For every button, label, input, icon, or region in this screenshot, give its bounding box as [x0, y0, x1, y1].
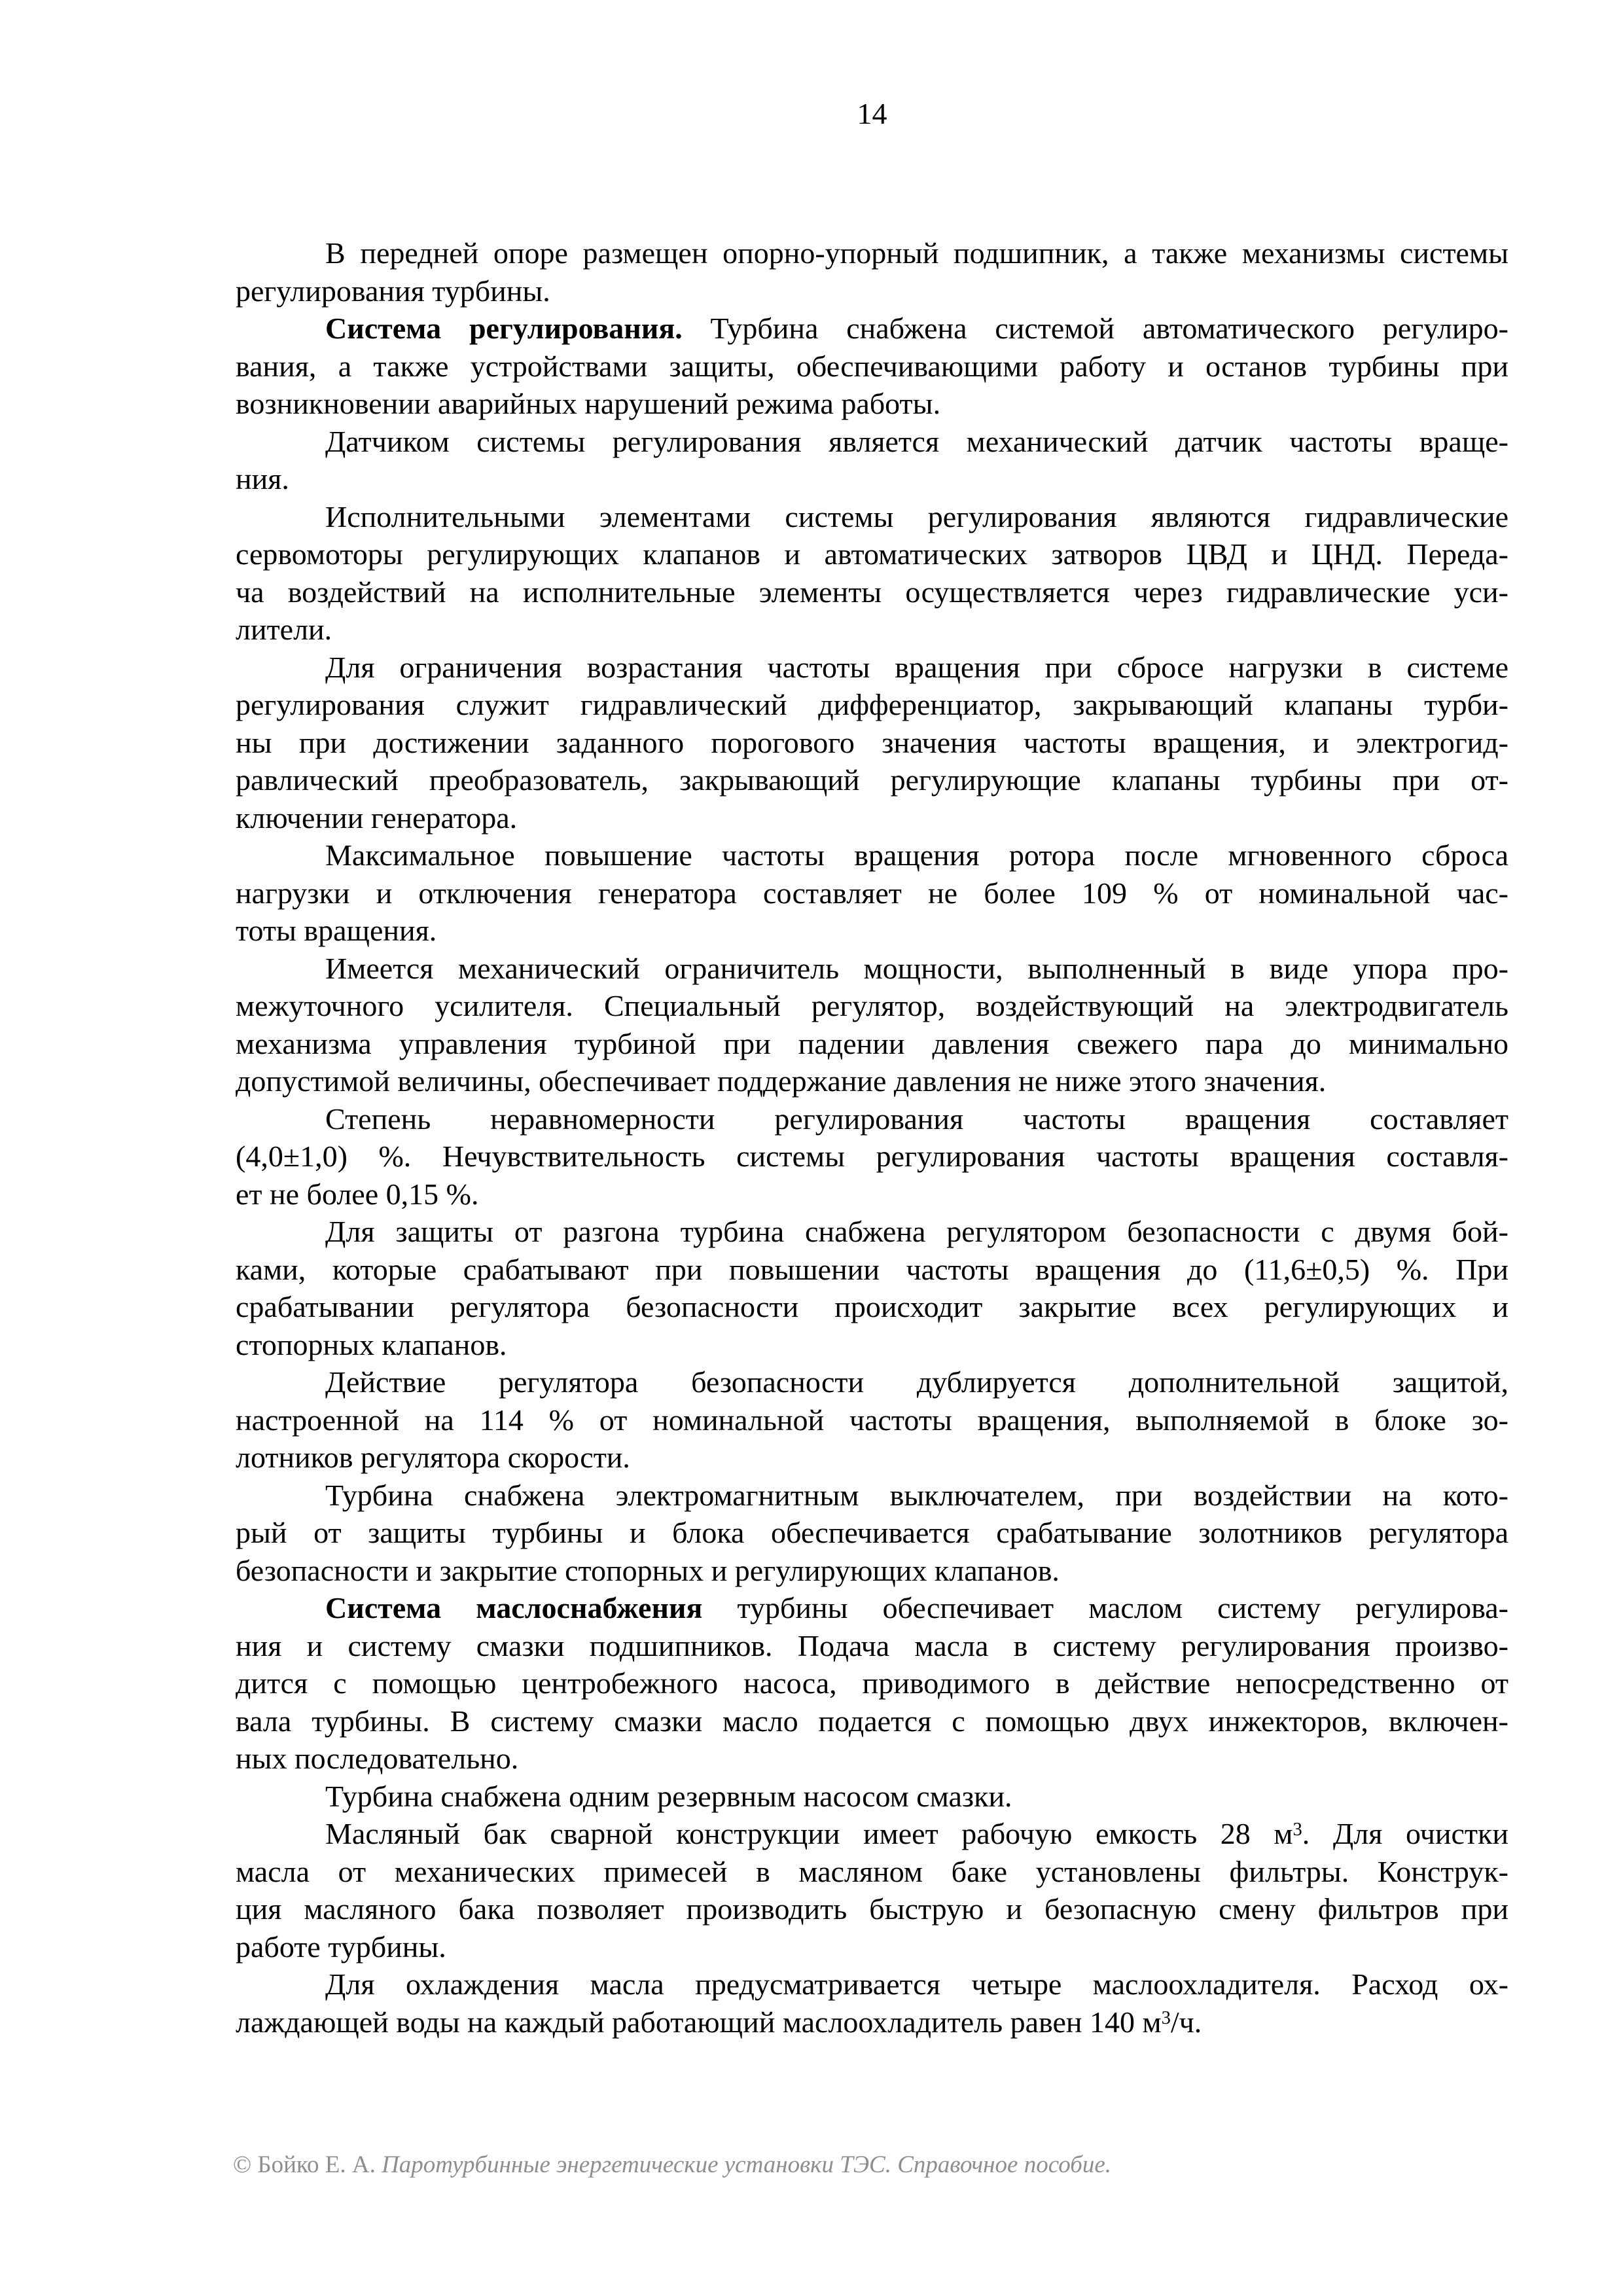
text-run: Для защиты от разгона турбина снабжена регулятором безопасности с двумя бой-: [325, 1215, 1508, 1248]
text-line: [236, 799, 1508, 837]
paragraph: [236, 649, 1508, 837]
text-line: [236, 573, 1508, 611]
text-run: регулирования служит гидравлический дифференциатор, закрывающий клапаны турби-: [236, 688, 1508, 721]
text-line: [236, 761, 1508, 799]
text-line: [236, 1288, 1508, 1326]
text-line: [236, 950, 1508, 988]
text-line: [236, 1890, 1508, 1928]
text-line: [236, 1928, 1508, 1966]
body-text: [236, 234, 1508, 2041]
text-run: настроенной на 114 % от номинальной частоты вращения, выполняемой в блоке зо-: [236, 1403, 1508, 1437]
text-run: ча воздействий на исполнительные элементы осуществляется через гидравлические уси-: [236, 575, 1508, 609]
text-line: [236, 423, 1508, 461]
paragraph: [236, 1477, 1508, 1590]
text-line: [236, 1175, 1508, 1213]
paragraph: [236, 1589, 1508, 1778]
text-run: допустимой величины, обеспечивает поддержание давления не ниже этого значения.: [236, 1064, 1327, 1098]
text-run: Для ограничения возрастания частоты вращения при сбросе нагрузки в системе: [325, 650, 1508, 684]
paragraph: [236, 1363, 1508, 1477]
footer-book-title: Паротурбинные энергетические установки ТЭС. Справочное пособие.: [382, 2151, 1111, 2178]
text-run: ет не более 0,15 %.: [236, 1177, 479, 1211]
text-run: Максимальное повышение частоты вращения ротора после мгновенного сброса: [325, 838, 1508, 872]
paragraph: [236, 498, 1508, 649]
text-line: [236, 1740, 1508, 1778]
text-run: работе турбины.: [236, 1929, 446, 1964]
text-run: нагрузки и отключения генератора составляет не более 109 % от номинальной час-: [236, 876, 1508, 910]
text-line: [236, 2003, 1508, 2041]
text-run: межуточного усилителя. Специальный регулятор, воздействующий на электродвигатель: [236, 989, 1508, 1022]
text-line: [236, 1853, 1508, 1891]
text-line: [236, 912, 1508, 950]
text-run: . Для очистки: [1302, 1817, 1508, 1850]
text-run: Имеется механический ограничитель мощности, выполненный в виде упора про-: [325, 951, 1508, 985]
paragraph: [236, 950, 1508, 1100]
text-run: возникновении аварийных нарушений режима работы.: [236, 387, 941, 420]
text-line: [236, 1815, 1508, 1853]
text-run: Степень неравномерности регулирования частоты вращения составляет: [325, 1102, 1508, 1136]
text-line: [236, 385, 1508, 423]
text-line: [236, 1965, 1508, 2003]
text-run: тоты вращения.: [236, 914, 437, 947]
paragraph: [236, 423, 1508, 498]
text-run: Турбина снабжена одним резервным насосом смазки.: [325, 1779, 1012, 1813]
text-run: Для охлаждения масла предусматривается четыре маслоохладителя. Расход ох-: [325, 1967, 1508, 2001]
bold-text-run: Система маслоснабжения: [325, 1591, 703, 1624]
text-run: ных последовательно.: [236, 1742, 519, 1775]
paragraph: [236, 1213, 1508, 1363]
text-run: /ч.: [1170, 2005, 1202, 2039]
footer: [233, 2151, 1506, 2179]
text-run: В передней опоре размещен опорно-упорный подшипник, а также механизмы системы: [325, 236, 1508, 270]
paragraph: [236, 1965, 1508, 2041]
text-line: [236, 1477, 1508, 1515]
text-run: масла от механических примесей в масляном баке установлены фильтры. Конструк-: [236, 1854, 1508, 1888]
text-run: равлический преобразователь, закрывающий регулирующие клапаны турбины при от-: [236, 763, 1508, 797]
text-run: дится с помощью центробежного насоса, приводимого в действие непосредственно от: [236, 1666, 1508, 1700]
text-run: рый от защиты турбины и блока обеспечивается срабатывание золотников регулятора: [236, 1516, 1508, 1549]
text-line: [236, 724, 1508, 762]
text-run: ключении генератора.: [236, 800, 518, 834]
text-run: лаждающей воды на каждый работающий маслоохладитель равен 140 м: [236, 2005, 1162, 2039]
text-line: [236, 1025, 1508, 1063]
text-run: Турбина снабжена системой автоматического регулиро-: [682, 312, 1508, 345]
text-line: [236, 1326, 1508, 1364]
text-line: [236, 1138, 1508, 1175]
text-line: [236, 1062, 1508, 1100]
text-run: турбины обеспечивает маслом систему регулирова-: [702, 1591, 1508, 1624]
text-run: (4,0±1,0) %. Нечувствительность системы регулирования частоты вращения составля-: [236, 1139, 1508, 1173]
text-line: [236, 1439, 1508, 1477]
text-line: [236, 348, 1508, 386]
text-run: безопасности и закрытие стопорных и регулирующих клапанов.: [236, 1553, 1060, 1587]
superscript: 3: [1161, 2007, 1171, 2028]
paragraph: [236, 1100, 1508, 1213]
text-line: [236, 1702, 1508, 1740]
text-line: [236, 686, 1508, 724]
bold-text-run: Система регулирования.: [325, 312, 683, 345]
text-run: стопорных клапанов.: [236, 1327, 507, 1361]
text-line: [236, 987, 1508, 1025]
text-run: сервомоторы регулирующих клапанов и автоматических затворов ЦВД и ЦНД. Переда-: [236, 537, 1508, 571]
text-run: Масляный бак сварной конструкции имеет рабочую емкость 28 м: [325, 1817, 1293, 1850]
text-run: срабатывании регулятора безопасности происходит закрытие всех регулирующих и: [236, 1290, 1508, 1323]
text-line: [236, 836, 1508, 874]
text-run: Исполнительными элементами системы регулирования являются гидравлические: [325, 499, 1508, 533]
text-line: [236, 272, 1508, 310]
text-line: [236, 460, 1508, 498]
text-line: [236, 611, 1508, 649]
text-line: [236, 1251, 1508, 1289]
text-line: [236, 1589, 1508, 1627]
text-run: Турбина снабжена электромагнитным выключателем, при воздействии на кото-: [325, 1478, 1508, 1512]
superscript: 3: [1293, 1820, 1302, 1840]
text-run: ния и систему смазки подшипников. Подача масла в систему регулирования произво-: [236, 1628, 1508, 1662]
text-run: лотников регулятора скорости.: [236, 1441, 630, 1474]
text-run: Действие регулятора безопасности дублируется дополнительной защитой,: [325, 1365, 1508, 1399]
text-run: ками, которые срабатывают при повышении частоты вращения до (11,6±0,5) %. При: [236, 1252, 1508, 1286]
text-line: [236, 1213, 1508, 1251]
paragraph: [236, 1778, 1508, 1816]
text-run: лители.: [236, 613, 332, 646]
text-run: ны при достижении заданного порогового значения частоты вращения, и электрогид-: [236, 725, 1508, 759]
text-line: [236, 649, 1508, 687]
text-run: механизма управления турбиной при падении давления свежего пара до минимально: [236, 1026, 1508, 1060]
text-line: [236, 1363, 1508, 1401]
text-line: [236, 310, 1508, 348]
paragraph: [236, 234, 1508, 310]
text-line: [236, 535, 1508, 573]
page-number: 14: [857, 97, 887, 130]
text-run: ция масляного бака позволяет производить быструю и безопасную смену фильтров при: [236, 1892, 1508, 1926]
paragraph: [236, 310, 1508, 423]
text-line: [236, 1401, 1508, 1439]
text-run: регулирования турбины.: [236, 274, 550, 308]
text-line: [236, 1100, 1508, 1138]
text-line: [236, 498, 1508, 536]
paragraph: [236, 836, 1508, 950]
text-line: [236, 1778, 1508, 1816]
text-line: [236, 874, 1508, 912]
text-line: [236, 1514, 1508, 1552]
text-line: [236, 1664, 1508, 1702]
text-run: вала турбины. В систему смазки масло подается с помощью двух инжекторов, включен-: [236, 1704, 1508, 1738]
text-run: вания, а также устройствами защиты, обеспечивающими работу и останов турбины при: [236, 349, 1508, 383]
footer-copyright: © Бойко Е. А.: [233, 2151, 382, 2178]
text-line: [236, 1627, 1508, 1665]
text-run: ния.: [236, 462, 289, 495]
text-line: [236, 1552, 1508, 1590]
text-line: [236, 234, 1508, 272]
paragraph: [236, 1815, 1508, 1965]
text-run: Датчиком системы регулирования является механический датчик частоты враще-: [325, 424, 1508, 458]
